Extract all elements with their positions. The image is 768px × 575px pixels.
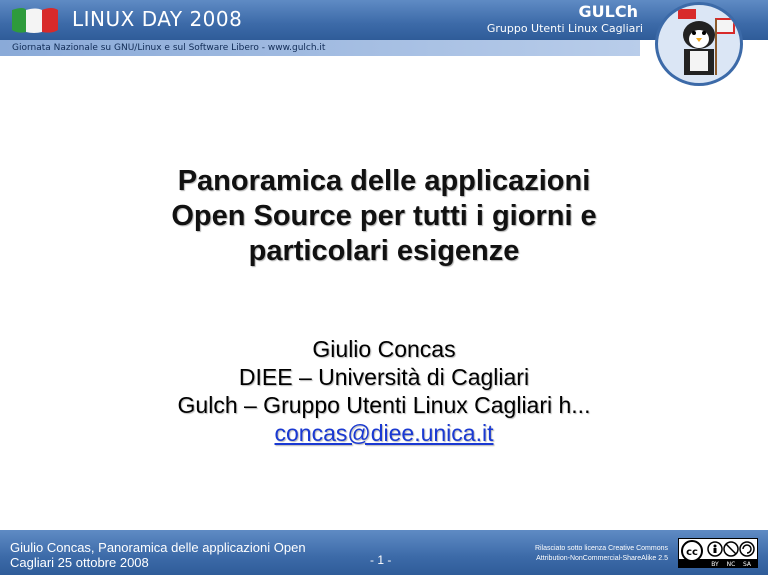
- footer-date: Cagliari 25 ottobre 2008: [10, 555, 149, 570]
- author-block: [0, 335, 768, 447]
- footer-bar: [0, 530, 768, 575]
- italian-flag-icon: [8, 4, 62, 36]
- license-text: [478, 544, 668, 564]
- cc-label: NC: [726, 561, 736, 567]
- org-name: GULCh: [578, 2, 638, 21]
- footer-title: Giulio Concas, Panoramica delle applicazioni Open: [10, 540, 306, 555]
- sub-banner: Giornata Nazionale su GNU/Linux e sul Software Libero - www.gulch.it: [0, 40, 640, 56]
- title-line: particolari esigenze: [248, 235, 520, 267]
- footer-left: [10, 540, 340, 570]
- svg-text:cc: cc: [686, 547, 698, 558]
- header-bar: [0, 0, 768, 40]
- affiliation-2: Gulch – Gruppo Utenti Linux Cagliari h...: [177, 392, 591, 418]
- cc-license-badge-icon[interactable]: [678, 538, 758, 568]
- org-full-name: Gruppo Utenti Linux Cagliari: [486, 22, 643, 35]
- affiliation-1: DIEE – Università di Cagliari: [238, 364, 530, 390]
- license-line-2: Attribution-NonCommercial-ShareAlike 2.5: [536, 555, 668, 562]
- gulch-logo-icon: [655, 2, 743, 86]
- event-title: LINUX DAY 2008: [72, 7, 243, 31]
- email-link[interactable]: concas@diee.unica.it: [274, 420, 494, 446]
- page-number: - 1 -: [370, 553, 392, 567]
- cc-label: SA: [742, 561, 752, 567]
- title-line: Panoramica delle applicazioni: [177, 165, 591, 197]
- license-line-1: Rilasciato sotto licenza Creative Commons: [534, 545, 668, 552]
- cc-label: BY: [711, 561, 719, 567]
- title-line: Open Source per tutti i giorni e: [171, 200, 597, 232]
- slide-title: [0, 164, 768, 269]
- author-name: Giulio Concas: [312, 336, 456, 362]
